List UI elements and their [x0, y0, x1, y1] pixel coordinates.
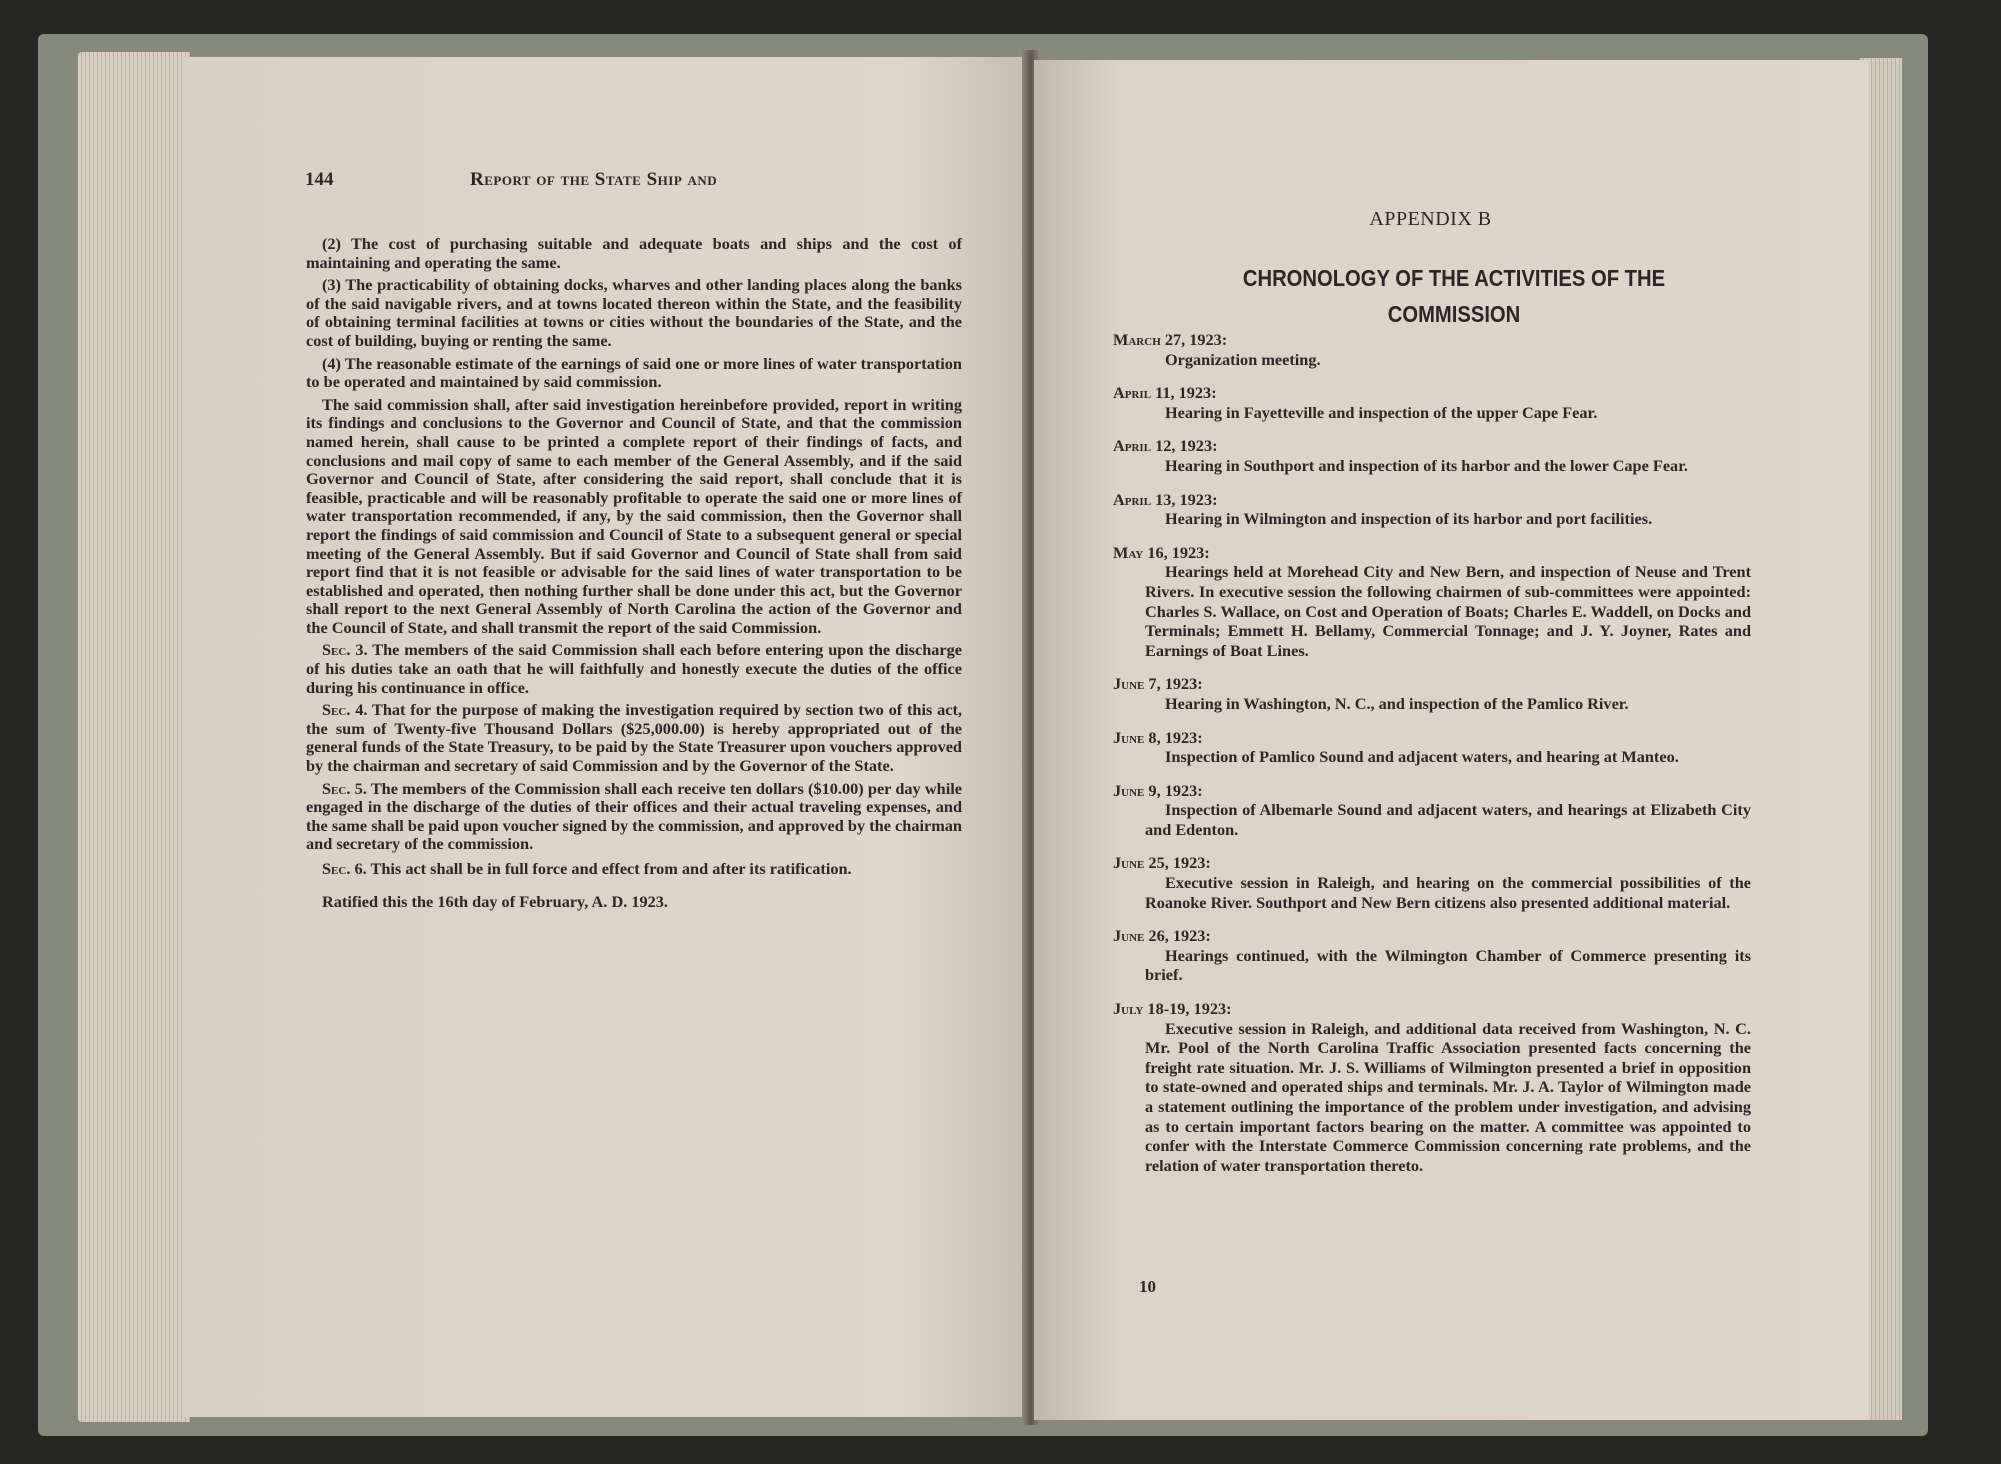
entry-text: Hearing in Fayetteville and inspection of the upper Cape Fear. — [1165, 402, 1598, 422]
paragraph — [306, 780, 962, 854]
signature-mark: 10 — [1139, 1277, 1156, 1296]
entry-text: Hearing in Southport and inspection of its harbor and the lower Cape Fear. — [1165, 455, 1689, 475]
paragraph-text: The members of the Commission shall each receive ten dollars ($10.00) per day while engaged in the discharge of the duties of their offices and their actual traveling expenses, and the same shall be paid upon voucher signed by the commission, and approved by the chairman and secretary of the commission. — [306, 778, 963, 854]
chronology-entry — [1113, 436, 1751, 475]
paragraph-text: (3) The practicability of obtaining docks, wharves and other landing places along the banks of the said navigable rivers, and at towns located thereon within the State, and the feasibility of obtaining terminal facilities at towns or cities without the boundaries of the State, and the cost of building, buying or renting the same. — [306, 275, 962, 350]
entry-date: May 16, 1923: — [1113, 542, 1210, 562]
paragraph — [306, 893, 962, 912]
paragraph — [306, 235, 962, 272]
paragraph — [306, 355, 962, 392]
entry-date: April 11, 1923: — [1113, 383, 1217, 403]
paragraph — [306, 860, 962, 879]
entry-text: Executive session in Raleigh, and additional data received from Washington, N. C. Mr. Pool of the North Carolina Traffic Association presented facts concerning the freight rate situation. Mr. J. S. Williams of Wilmington presented a brief in opposition to state-owned and operated ships and terminals. Mr. J. A. Taylor of Wilmington made a statement outlining the importance of the problem under investigation, and advising as to certain important factors bearing on the matter. A committee was appointed to confer with the Interstate Commerce Commission concerning rate problems, and the relation of water transportation thereto. — [1145, 1018, 1751, 1175]
entry-date: April 13, 1923: — [1113, 489, 1218, 509]
left-page — [185, 57, 1030, 1417]
section-label: Sec. 6. — [322, 859, 367, 878]
paragraph — [306, 701, 962, 775]
page-number: 144 — [305, 169, 334, 190]
paragraph — [306, 396, 962, 638]
entry-text: Executive session in Raleigh, and hearing on the commercial possibilities of the Roanoke River. Southport and New Bern citizens also presented additional material. — [1145, 873, 1751, 912]
chronology-entry — [1113, 853, 1751, 912]
running-head-title: Report of the State Ship and — [470, 169, 718, 190]
chronology-entry — [1113, 383, 1751, 422]
paragraph-text: (4) The reasonable estimate of the earnings of said one or more lines of water transportation to be operated and maintained by said commission. — [306, 353, 962, 392]
chronology-entry — [1113, 543, 1751, 661]
paragraph-text: Ratified this the 16th day of February, A. D. 1923. — [322, 891, 668, 911]
paragraph — [306, 276, 962, 350]
entry-date: June 25, 1923: — [1113, 853, 1211, 873]
paragraph-text: (2) The cost of purchasing suitable and adequate boats and ships and the cost of maintaining and operating the same. — [306, 234, 962, 272]
chronology-entries — [1113, 330, 1751, 1189]
right-page — [1034, 60, 1869, 1420]
left-page-body — [306, 235, 962, 915]
paragraph — [306, 641, 962, 697]
entry-text: Inspection of Albemarle Sound and adjacent waters, and hearings at Elizabeth City and Edenton. — [1145, 800, 1751, 839]
entry-date: March 27, 1923: — [1113, 330, 1228, 349]
chronology-title: CHRONOLOGY OF THE ACTIVITIES OF THE COMMISSION — [1242, 265, 1666, 327]
section-label: Sec. 3. — [322, 640, 368, 660]
entry-text: Hearing in Wilmington and inspection of its harbor and port facilities. — [1165, 509, 1653, 529]
section-label: Sec. 5. — [322, 778, 367, 798]
entry-date: April 12, 1923: — [1113, 436, 1218, 456]
paragraph-text: The members of the said Commission shall each before entering upon the discharge of his duties take an oath that he will faithfully and honestly execute the duties of the office during his continuance in office. — [306, 640, 963, 697]
entry-text: Hearings held at Morehead City and New Bern, and inspection of Neuse and Trent Rivers. In executive session the following chairmen of sub-committees were appointed: Charles S. Wallace, on Cost and Operation of Boats; Charles E. Waddell, on Docks and Terminals; Emmett H. Bellamy, Commercial Tonnage; and J. Y. Joyner, Rates and Earnings of Boat Lines. — [1145, 562, 1751, 660]
entry-date: June 9, 1923: — [1113, 780, 1203, 800]
entry-date: June 7, 1923: — [1113, 674, 1203, 694]
page-edges-left — [78, 52, 190, 1422]
paragraph-text: The said commission shall, after said investigation hereinbefore provided, report in writing its findings and conclusions to the Governor and Council of State, and that the commission named herein, shall cause to be printed a complete report of their findings of facts, and conclusions and mail copy of same to each member of the General Assembly, and if the said Governor and Council of State, after considering the said report, shall conclude that it is feasible, practicable and will be reasonably profitable to operate the said one or more lines of water transportation recommended, if any, by the said commission, then the Governor shall report the findings of said commission and Council of State to a subsequent general or special meeting of the General Assembly. But if said Governor and Council of State shall from said report find that it is not feasible or advisable for the said lines of water transportation to be established and operated, then nothing further shall be done under this act, but the Governor shall report to the next General Assembly of North Carolina the action of the Governor and the Council of State, and shall transmit the report of the said Commission. — [306, 394, 962, 637]
entry-text: Hearings continued, with the Wilmington Chamber of Commerce presenting its brief. — [1145, 945, 1751, 985]
chronology-entry — [1113, 490, 1751, 529]
entry-date: June 8, 1923: — [1113, 727, 1203, 747]
chronology-entry — [1113, 728, 1751, 767]
chronology-entry — [1113, 781, 1751, 840]
section-label: Sec. 4. — [322, 700, 368, 720]
chronology-entry — [1113, 674, 1751, 713]
entry-text: Organization meeting. — [1165, 349, 1321, 369]
chronology-entry — [1113, 999, 1751, 1175]
chronology-entry — [1113, 926, 1751, 985]
entry-date: June 26, 1923: — [1113, 926, 1211, 946]
paragraph-text: That for the purpose of making the investigation required by section two of this act, the sum of Twenty-five Thousand Dollars ($25,000.00) is hereby appropriated out of the general funds of the State Treasury, to be paid by the State Treasurer upon vouchers approved by the chairman and secretary of said Commission and by the Governor of the State. — [306, 700, 963, 776]
chronology-entry — [1113, 330, 1751, 369]
entry-date: July 18-19, 1923: — [1113, 999, 1232, 1019]
appendix-label: APPENDIX B — [1369, 208, 1492, 230]
entry-text: Hearing in Washington, N. C., and inspection of the Pamlico River. — [1165, 693, 1629, 713]
paragraph-text: This act shall be in full force and effect from and after its ratification. — [370, 859, 852, 878]
entry-text: Inspection of Pamlico Sound and adjacent waters, and hearing at Manteo. — [1165, 747, 1679, 767]
